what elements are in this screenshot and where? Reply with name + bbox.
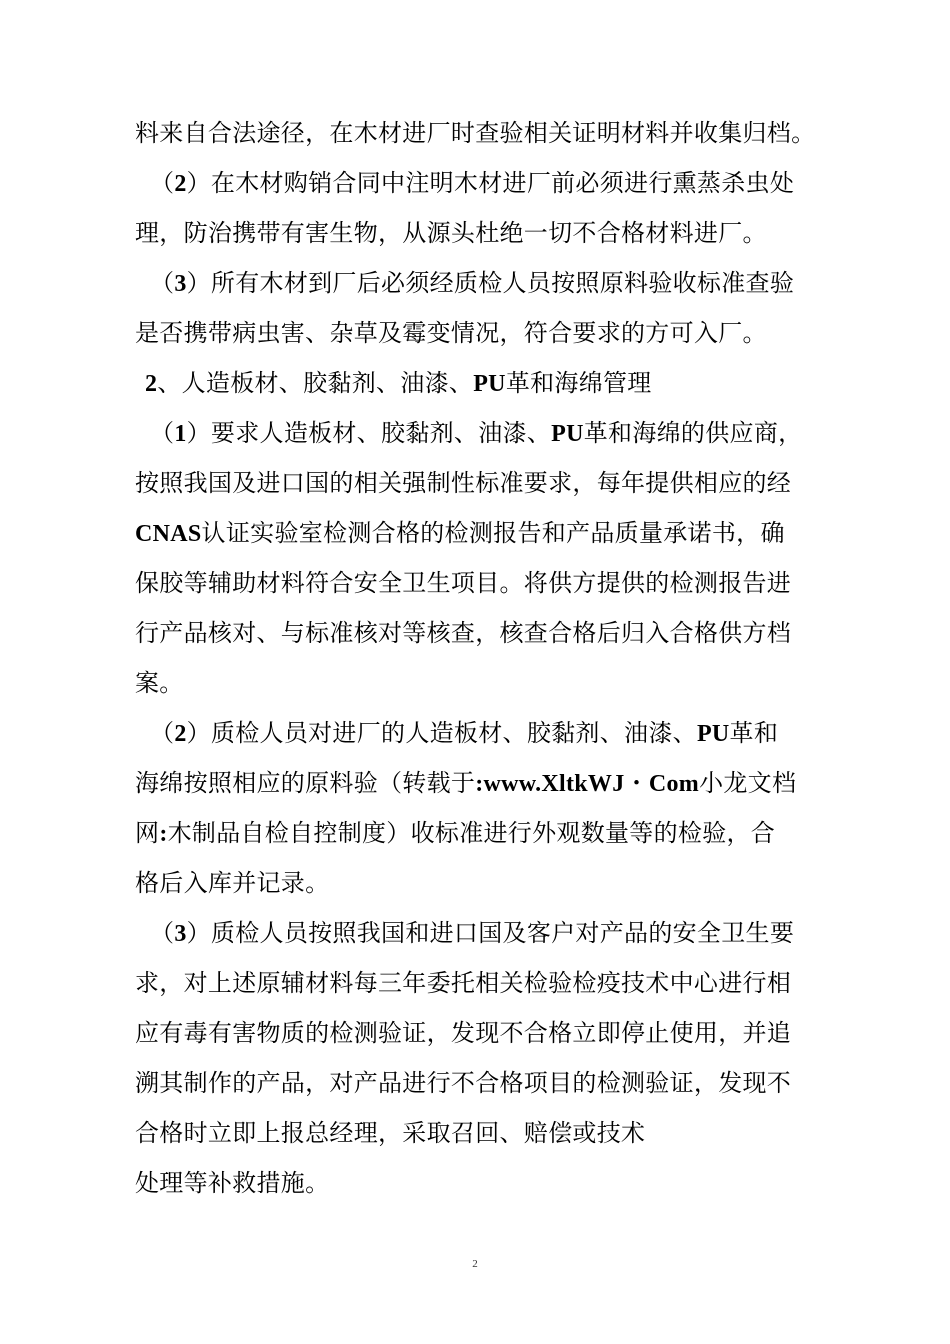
paragraph-line: 行产品核对、与标准核对等核查，核查合格后归入合格供方档 <box>135 619 792 647</box>
paragraph-line: 格后入库并记录。 <box>135 869 330 897</box>
paragraph-line: 料来自合法途径，在木材进厂时查验相关证明材料并收集归档。 <box>135 119 816 147</box>
paragraph-line: 合格时立即上报总经理，采取召回、赔偿或技术 <box>135 1119 646 1147</box>
paragraph-line: （1）要求人造板材、胶黏剂、油漆、PU革和海绵的供应商， <box>150 419 803 447</box>
paragraph-line: 是否携带病虫害、杂草及霉变情况，符合要求的方可入厂。 <box>135 319 767 347</box>
paragraph-line: （3）所有木材到厂后必须经质检人员按照原料验收标准查验 <box>150 269 795 297</box>
page-number: 2 <box>472 1258 478 1270</box>
paragraph-line: 按照我国及进口国的相关强制性标准要求，每年提供相应的经 <box>135 469 792 497</box>
paragraph-line: 处理等补救措施。 <box>135 1169 330 1197</box>
paragraph-line: 海绵按照相应的原料验（转载于:www.XltkWJ・Com小龙文档 <box>135 769 797 797</box>
paragraph-line: 应有毒有害物质的检测验证，发现不合格立即停止使用，并追 <box>135 1019 792 1047</box>
paragraph-line: CNAS认证实验室检测合格的检测报告和产品质量承诺书，确 <box>135 519 785 547</box>
paragraph-line: 求，对上述原辅材料每三年委托相关检验检疫技术中心进行相 <box>135 969 792 997</box>
paragraph-line: 网:木制品自检自控制度）收标准进行外观数量等的检验，合 <box>135 819 776 847</box>
paragraph-line: （3）质检人员按照我国和进口国及客户对产品的安全卫生要 <box>150 919 795 947</box>
section-heading: 2、人造板材、胶黏剂、油漆、PU革和海绵管理 <box>145 369 652 397</box>
paragraph-line: 案。 <box>135 669 184 697</box>
paragraph-line: （2）在木材购销合同中注明木材进厂前必须进行熏蒸杀虫处 <box>150 169 795 197</box>
paragraph-line: 保胶等辅助材料符合安全卫生项目。将供方提供的检测报告进 <box>135 569 792 597</box>
paragraph-line: 溯其制作的产品，对产品进行不合格项目的检测验证，发现不 <box>135 1069 792 1097</box>
paragraph-line: （2）质检人员对进厂的人造板材、胶黏剂、油漆、PU革和 <box>150 719 779 747</box>
paragraph-line: 理，防治携带有害生物，从源头杜绝一切不合格材料进厂。 <box>135 219 767 247</box>
